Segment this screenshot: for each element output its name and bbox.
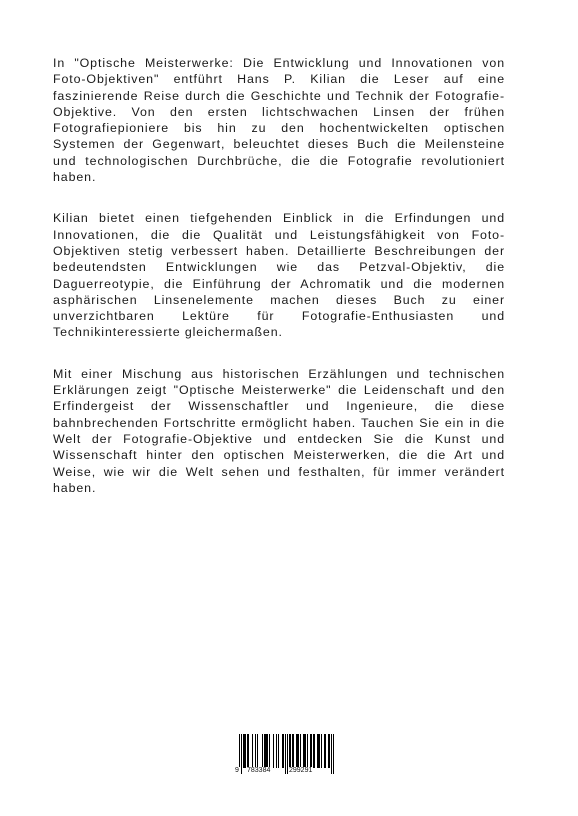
barcode-bar xyxy=(266,734,267,768)
barcode-bar xyxy=(328,734,329,768)
barcode-bar xyxy=(318,734,319,768)
barcode-bar xyxy=(265,734,266,768)
barcode-bar xyxy=(273,734,274,768)
barcode-bar xyxy=(276,734,277,768)
barcode-bar xyxy=(310,734,311,768)
barcode-bar xyxy=(329,734,330,768)
barcode-bar xyxy=(290,734,291,768)
barcode-bar xyxy=(324,734,325,768)
barcode-bar xyxy=(319,734,320,768)
back-cover-text xyxy=(53,55,505,521)
barcode-bar xyxy=(245,734,246,768)
barcode-bar xyxy=(296,734,297,768)
barcode-bar xyxy=(264,734,265,768)
barcode-bar xyxy=(325,734,326,768)
barcode-bar xyxy=(307,734,308,768)
barcode-bar xyxy=(313,734,314,768)
barcode-bar xyxy=(321,734,322,768)
barcode-bar xyxy=(243,734,244,768)
barcode-bar xyxy=(305,734,306,768)
barcode-bar xyxy=(244,734,245,768)
barcode-bar xyxy=(289,734,290,768)
barcode-lead-digit: 9 xyxy=(235,767,239,774)
barcode-bar xyxy=(282,734,283,768)
barcode-bar xyxy=(262,734,263,768)
barcode-bar xyxy=(293,734,294,768)
barcode-bar xyxy=(257,734,258,768)
barcode-bar xyxy=(303,734,304,768)
barcode-right-digits: 299291 xyxy=(289,767,313,774)
barcode-bar xyxy=(255,734,256,768)
barcode-bar xyxy=(278,734,279,768)
barcode-bar xyxy=(267,734,268,768)
barcode-left-digits: 783384 xyxy=(247,767,271,774)
barcode-bar xyxy=(283,734,284,768)
barcode-bar xyxy=(297,734,298,768)
barcode-bar xyxy=(269,734,270,768)
paragraph-1: In "Optische Meisterwerke: Die Entwicklung und Innovationen von Foto-Objektiven" entführt Hans P. Kilian die Leser auf eine faszinierende Reise durch die Geschichte und Technik der Fotografie-Objektive. Von den ersten lichtschwachen Linsen der frühen Fotografiepioniere bis hin zu den hochentwickelten optischen Systemen der Gegenwart, beleuchtet dieses Buch die Meilensteine und technologischen Durchbrüche, die die Fotografie revolutioniert haben. xyxy=(53,56,505,185)
barcode-bar xyxy=(247,734,248,768)
barcode-bar xyxy=(292,734,293,768)
barcode-bar xyxy=(300,734,301,768)
barcode-digits xyxy=(236,767,336,778)
barcode-bar xyxy=(314,734,315,768)
barcode-bar xyxy=(298,734,299,768)
isbn-barcode xyxy=(236,734,336,778)
barcode-bar xyxy=(317,734,318,768)
paragraph-3: Mit einer Mischung aus historischen Erzählungen und technischen Erklärungen zeigt "Optische Meisterwerke" die Leidenschaft und den Erfindergeist der Wissenschaftler und Ingenieure, die diese bahnbrechenden Fortschritte ermöglicht haben. Tauchen Sie ein in die Welt der Fotografie-Objektive und entdecken Sie die Kunst und Wissenschaft hinter den optischen Meisterwerken, die die Art und Weise, wie wir die Welt sehen und festhalten, für immer verändert haben. xyxy=(53,366,505,495)
barcode-bar xyxy=(252,734,253,768)
barcode-bar xyxy=(311,734,312,768)
paragraph-2: Kilian bietet einen tiefgehenden Einblick in die Erfindungen und Innovationen, die die Qualität und Leistungsfähigkeit von Foto-Objektiven stetig verbessert haben. Detaillierte Beschreibungen der bedeutendsten Entwicklungen wie das Petzval-Objektiv, die Daguerreotypie, die Einführung der Achromatik und die modernen asphärischen Linsenelemente machen dieses Buch zu einer unverzichtbaren Lektüre für Fotografie-Enthusiasten und Technikinteressierte gleichermaßen. xyxy=(53,211,505,340)
barcode-bar xyxy=(304,734,305,768)
barcode-bar xyxy=(248,734,249,768)
